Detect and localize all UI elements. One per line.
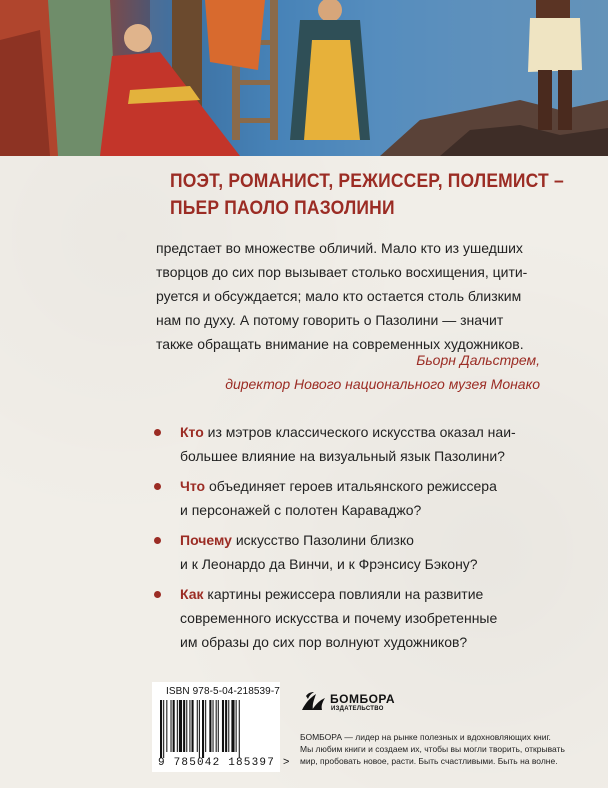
publisher-sub: ИЗДАТЕЛЬСТВО (331, 706, 384, 712)
question-text: искусство Пазолини близко (231, 532, 414, 548)
question-text: и персонажей с полотен Караваджо? (180, 502, 422, 518)
barcode-digits: 9 785042 185397 > (158, 757, 291, 769)
question-text: современного искусства и почему изобретенные (180, 610, 498, 626)
isbn-label: ISBN 978-5-04-218539-7 (166, 686, 280, 697)
publisher-name: БОМБОРА (330, 692, 396, 706)
question-keyword: Почему (180, 532, 232, 548)
question-text: объединяет героев итальянского режиссера (205, 478, 497, 494)
question-text: большее влияние на визуальный язык Пазолини? (180, 448, 505, 464)
intro-line: нам по духу. А потому говорить о Пазолини — значит (156, 312, 504, 328)
question-keyword: Что (180, 478, 206, 494)
publisher-desc-line: мир, пробовать новое, расти. Быть счастливыми. Быть на волне. (300, 756, 558, 766)
question-text: им образы до сих пор волнуют художников? (180, 634, 468, 650)
cover-photo (0, 0, 608, 156)
question-text: из мэтров классического искусства оказал наи- (203, 424, 516, 440)
headline-line-2: ПЬЕР ПАОЛО ПАЗОЛИНИ (170, 198, 395, 219)
question-keyword: Кто (180, 424, 204, 440)
quote-signature (225, 348, 540, 396)
intro-line: творцов до сих пор вызывает столько восхищения, цити- (156, 264, 528, 280)
bullet-icon (154, 591, 161, 598)
question-item (156, 474, 556, 522)
intro-line: предстает во множестве обличий. Мало кто из ушедших (156, 240, 523, 256)
intro-paragraph (156, 236, 556, 356)
bullet-icon (154, 537, 161, 544)
intro-line: руется и обсуждается; мало кто остается столь близким (156, 288, 522, 304)
bullet-icon (154, 483, 161, 490)
signature-role: директор Нового национального музея Монако (225, 376, 540, 392)
headline-line-1: ПОЭТ, РОМАНИСТ, РЕЖИССЕР, ПОЛЕМИСТ – (170, 171, 564, 192)
question-item (156, 582, 556, 654)
signature-name: Бьорн Дальстрем, (416, 352, 540, 368)
question-item (156, 420, 556, 468)
question-text: и к Леонардо да Винчи, и к Фрэнсису Бэкону? (180, 556, 478, 572)
bombora-logo-icon (300, 690, 326, 712)
question-keyword: Как (180, 586, 204, 602)
question-item (156, 528, 556, 576)
intro-line: также обращать внимание на современных художников. (156, 336, 524, 352)
publisher-desc-line: БОМБОРА — лидер на рынке полезных и вдохновляющих книг. (300, 732, 551, 742)
publisher-desc-line: Мы любим книги и создаем их, чтобы вы могли творить, открывать (300, 744, 565, 754)
barcode-icon (160, 700, 272, 758)
bullet-icon (154, 429, 161, 436)
headline (170, 168, 564, 222)
question-text: картины режиссера повлияли на развитие (203, 586, 484, 602)
publisher-description (300, 731, 600, 767)
